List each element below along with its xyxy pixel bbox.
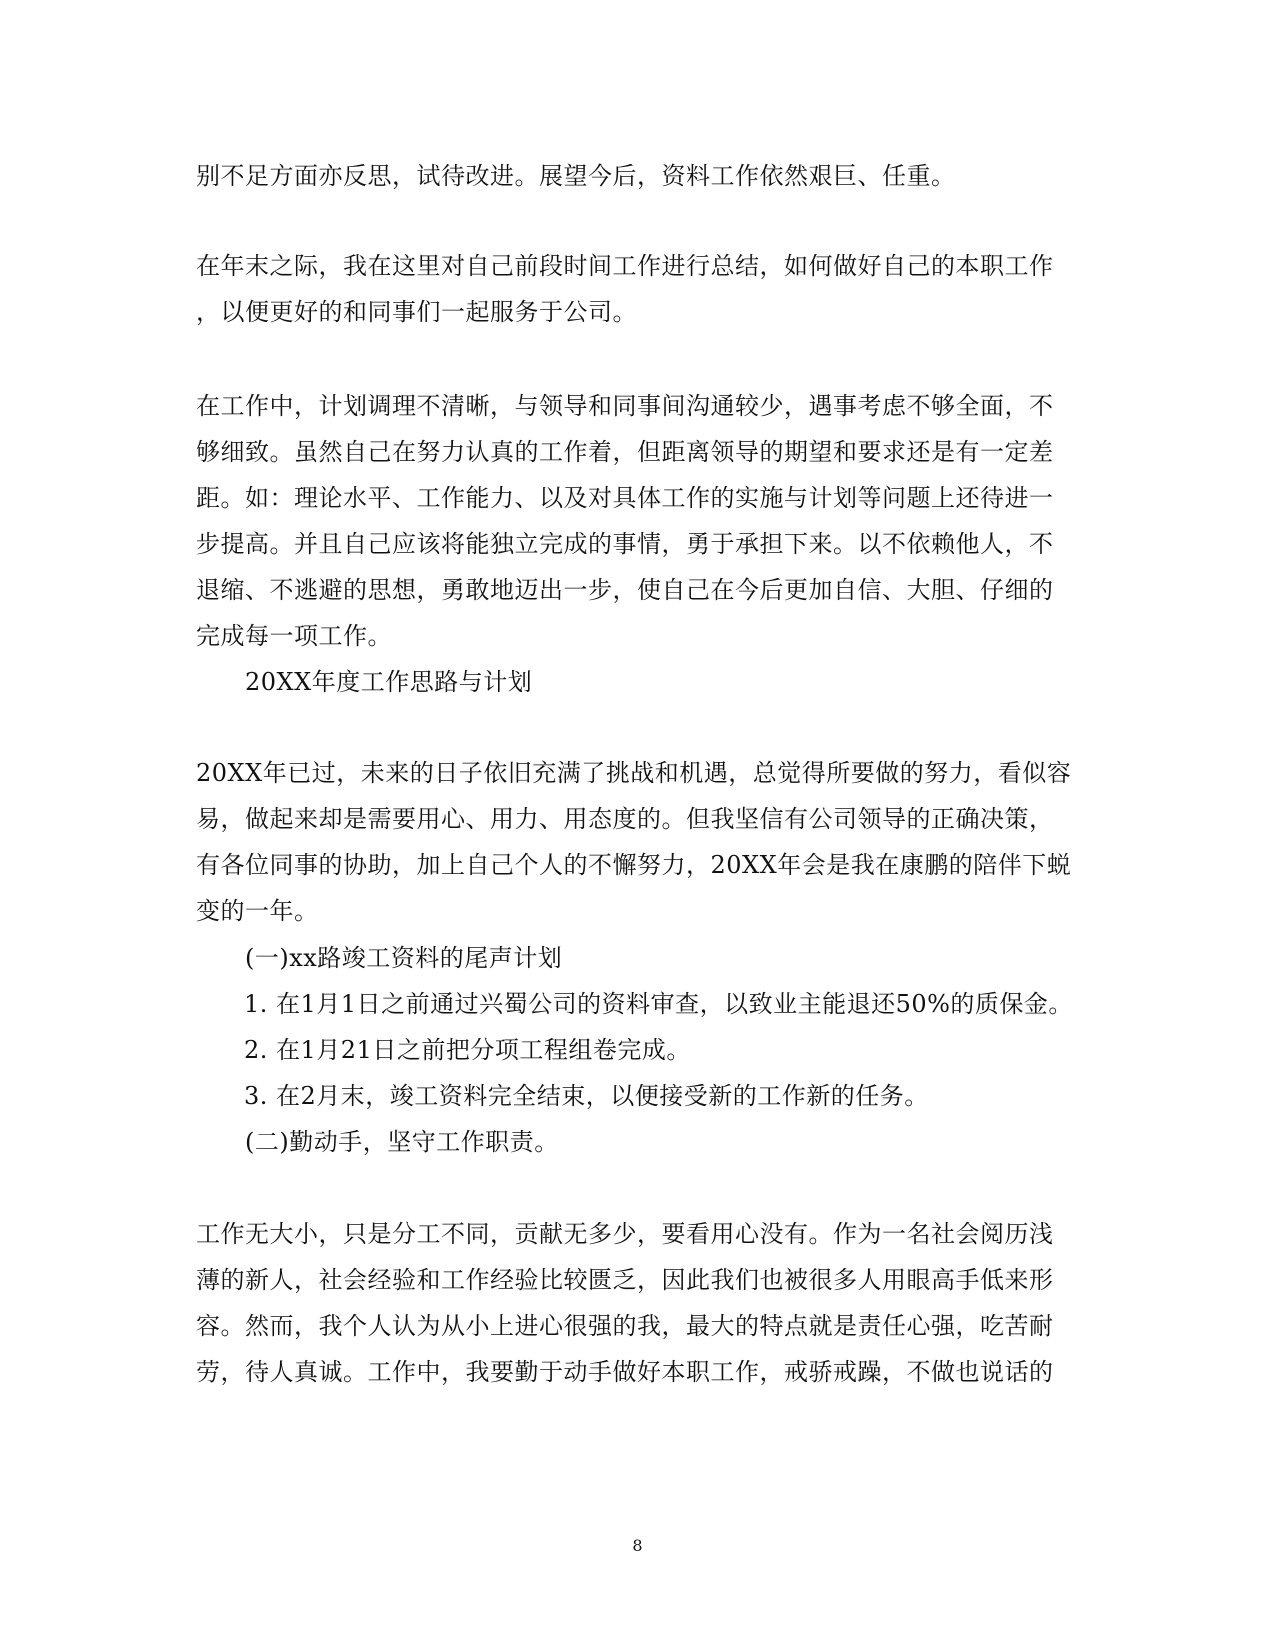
subsection-heading: (一)xx路竣工资料的尾声计划 bbox=[245, 944, 563, 972]
text-line: 退缩、不逃避的思想，勇敢地迈出一步，使自己在今后更加自信、大胆、仔细的 bbox=[196, 576, 1054, 604]
text-line: 变的一年。 bbox=[196, 897, 319, 925]
text-line: 在工作中，计划调理不清晰，与领导和同事间沟通较少，遇事考虑不够全面，不 bbox=[196, 392, 1054, 420]
text-line: 在年末之际，我在这里对自己前段时间工作进行总结，如何做好自己的本职工作 bbox=[196, 252, 1054, 280]
text-line: 步提高。并且自己应该将能独立完成的事情，勇于承担下来。以不依赖他人，不 bbox=[196, 530, 1054, 558]
text-line: 别不足方面亦反思，试待改进。展望今后，资料工作依然艰巨、任重。 bbox=[196, 162, 956, 190]
subsection-heading: (二)勤动手，坚守工作职责。 bbox=[245, 1128, 559, 1156]
list-item: 3. 在2月末，竣工资料完全结束，以便接受新的工作新的任务。 bbox=[244, 1082, 929, 1110]
section-heading: 20XX年度工作思路与计划 bbox=[245, 668, 533, 696]
text-line: ，以便更好的和同事们一起服务于公司。 bbox=[196, 298, 637, 326]
list-item: 1. 在1月1日之前通过兴蜀公司的资料审查，以致业主能退还50%的质保金。 bbox=[244, 990, 1073, 1018]
text-line: 工作无大小，只是分工不同，贡献无多少，要看用心没有。作为一名社会阅历浅 bbox=[196, 1220, 1054, 1248]
text-line: 容。然而，我个人认为从小上进心很强的我，最大的特点就是责任心强，吃苦耐 bbox=[196, 1312, 1054, 1340]
text-line: 20XX年已过，未来的日子依旧充满了挑战和机遇，总觉得所要做的努力，看似容 bbox=[196, 759, 1072, 787]
text-line: 薄的新人，社会经验和工作经验比较匮乏，因此我们也被很多人用眼高手低来形 bbox=[196, 1266, 1054, 1294]
text-line: 劳，待人真诚。工作中，我要勤于动手做好本职工作，戒骄戒躁，不做也说话的 bbox=[196, 1358, 1054, 1386]
text-line: 距。如：理论水平、工作能力、以及对具体工作的实施与计划等问题上还待进一 bbox=[196, 484, 1054, 512]
text-line: 够细致。虽然自己在努力认真的工作着，但距离领导的期望和要求还是有一定差 bbox=[196, 438, 1054, 466]
text-line: 易，做起来却是需要用心、用力、用态度的。但我坚信有公司领导的正确决策， bbox=[196, 805, 1054, 833]
page-number: 8 bbox=[632, 1536, 643, 1555]
text-line: 有各位同事的协助，加上自己个人的不懈努力，20XX年会是我在康鹏的陪伴下蜕 bbox=[196, 851, 1072, 879]
text-line: 完成每一项工作。 bbox=[196, 622, 392, 650]
list-item: 2. 在1月21日之前把分项工程组卷完成。 bbox=[244, 1036, 691, 1064]
